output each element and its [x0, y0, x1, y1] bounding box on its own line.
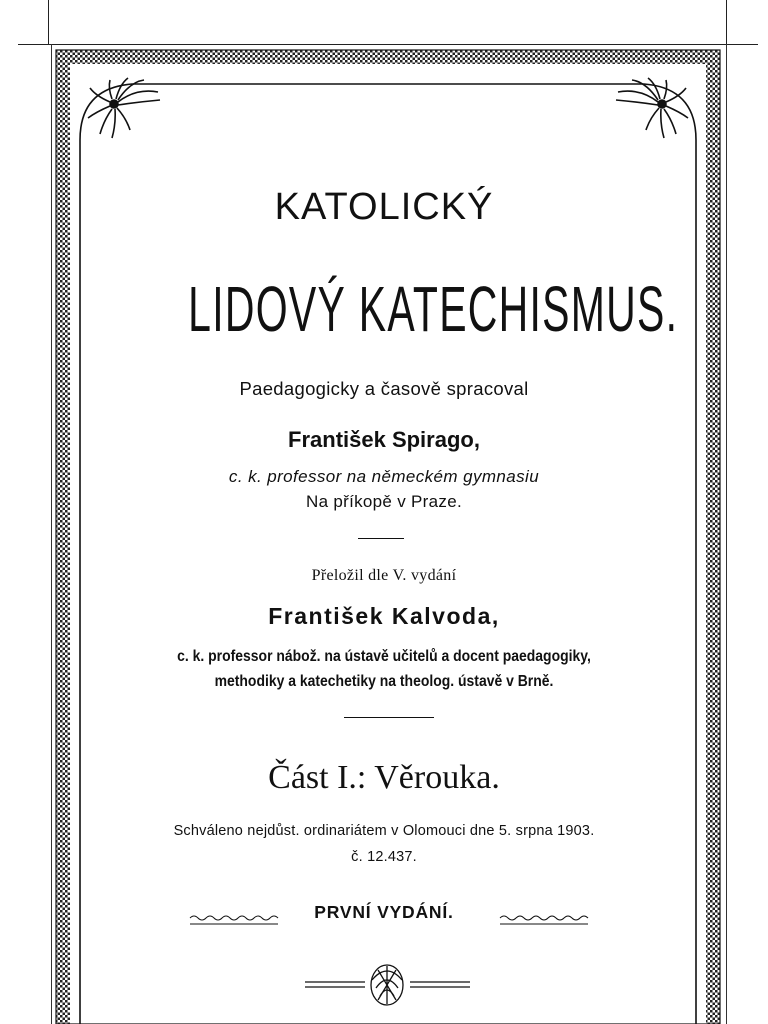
approval-number: č. 12.437.: [351, 849, 417, 865]
part-title: Část I.: Věrouka.: [268, 759, 500, 796]
translator-title-2: methodiky a katechetiky na theolog. ústavě v Brně.: [214, 673, 554, 690]
main-title: LIDOVÝ KATECHISMUS.: [188, 273, 679, 345]
author-name: František Spirago,: [288, 427, 480, 452]
edition-label: PRVNÍ VYDÁNÍ.: [314, 902, 454, 922]
title-line-1: KATOLICKÝ: [274, 186, 494, 228]
subtitle: Paedagogicky a časově spracoval: [239, 378, 529, 399]
divider-rule: [358, 538, 404, 539]
translation-note: Přeložil dle V. vydání: [311, 567, 457, 584]
author-place: Na příkopě v Praze.: [306, 492, 462, 511]
author-title: c. k. professor na německém gymnasiu: [228, 467, 540, 486]
approval-text: Schváleno nejdůst. ordinariátem v Olomouci dne 5. srpna 1903.: [173, 823, 595, 839]
title-page: [78, 0, 690, 1024]
translator-title-1: c. k. professor nábož. na ústavě učitelů a docent paedagogiky,: [177, 648, 591, 665]
divider-rule: [344, 717, 434, 718]
translator-name: František Kalvoda,: [268, 603, 500, 629]
